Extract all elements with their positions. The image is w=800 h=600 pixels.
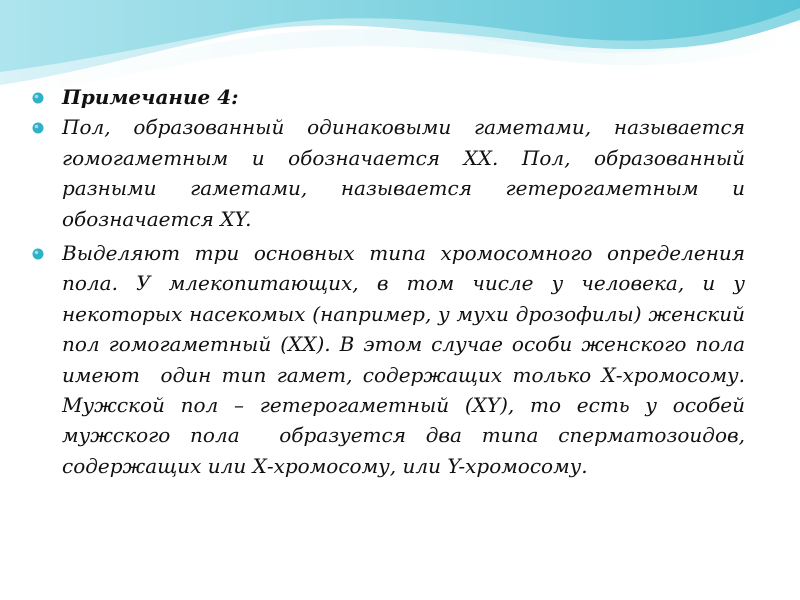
- teal-circle-bullet-icon: [32, 122, 44, 134]
- bullet-paragraph-2: [30, 238, 752, 481]
- bullet-paragraph-1: [30, 112, 752, 234]
- slide-content: [30, 82, 752, 485]
- teal-circle-bullet-icon: [32, 248, 44, 260]
- note-heading-item: [30, 82, 745, 112]
- note-heading: Примечание 4:: [62, 85, 239, 109]
- teal-circle-bullet-icon: [32, 92, 44, 104]
- paragraph-text-2: Выделяют три основных типа хромосомного определения пола. У млекопитающих, в том числе у человека, и у некоторых насекомых (например, у мухи дрозофилы) женский пол гомогаметный (ХХ). В этом случае особи женского пола имеют один тип гамет, содержащих только Х-хромосому. Мужской пол – гетерогаметный (ХY), то есть у особей мужского пола образуется два типа сперматозоидов, содержащих или Х-хромосому, или Y-хромосому.: [62, 241, 752, 478]
- paragraph-text-1: Пол, образованный одинаковыми гаметами, называется гомогаметным и обозначается ХХ. Пол, образованный разными гаметами, называется гетерогаметным и обозначается ХY.: [62, 115, 752, 231]
